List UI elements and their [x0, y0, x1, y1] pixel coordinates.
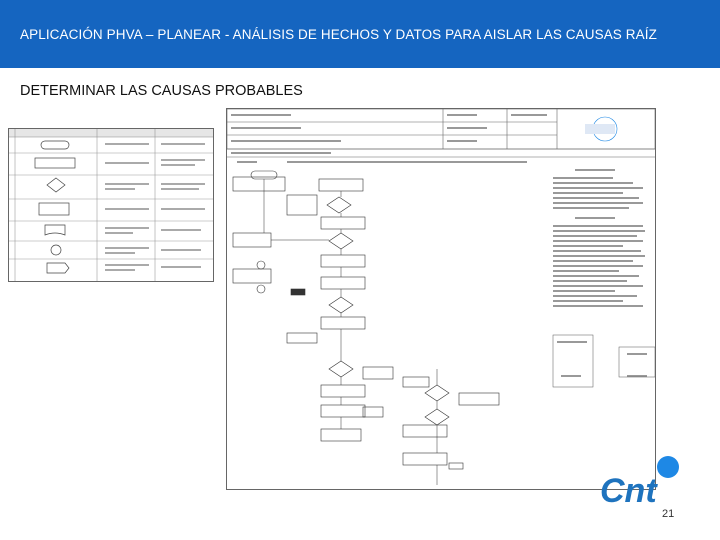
logo-text: Cnt — [600, 472, 657, 510]
cnt-logo-graphic — [596, 452, 700, 522]
flowchart-graphic — [227, 109, 655, 489]
page-number: 21 — [662, 508, 675, 520]
section-subtitle: DETERMINAR LAS CAUSAS PROBABLES — [20, 83, 303, 99]
cnt-logo — [596, 452, 700, 522]
symbol-legend-table — [8, 128, 214, 282]
process-flowchart — [226, 108, 656, 490]
header-bar — [0, 0, 720, 68]
symbol-legend-graphic — [9, 129, 213, 281]
page-title: APLICACIÓN PHVA – PLANEAR - ANÁLISIS DE HECHOS Y DATOS PARA AISLAR LAS CAUSAS RAÍZ — [20, 27, 657, 42]
